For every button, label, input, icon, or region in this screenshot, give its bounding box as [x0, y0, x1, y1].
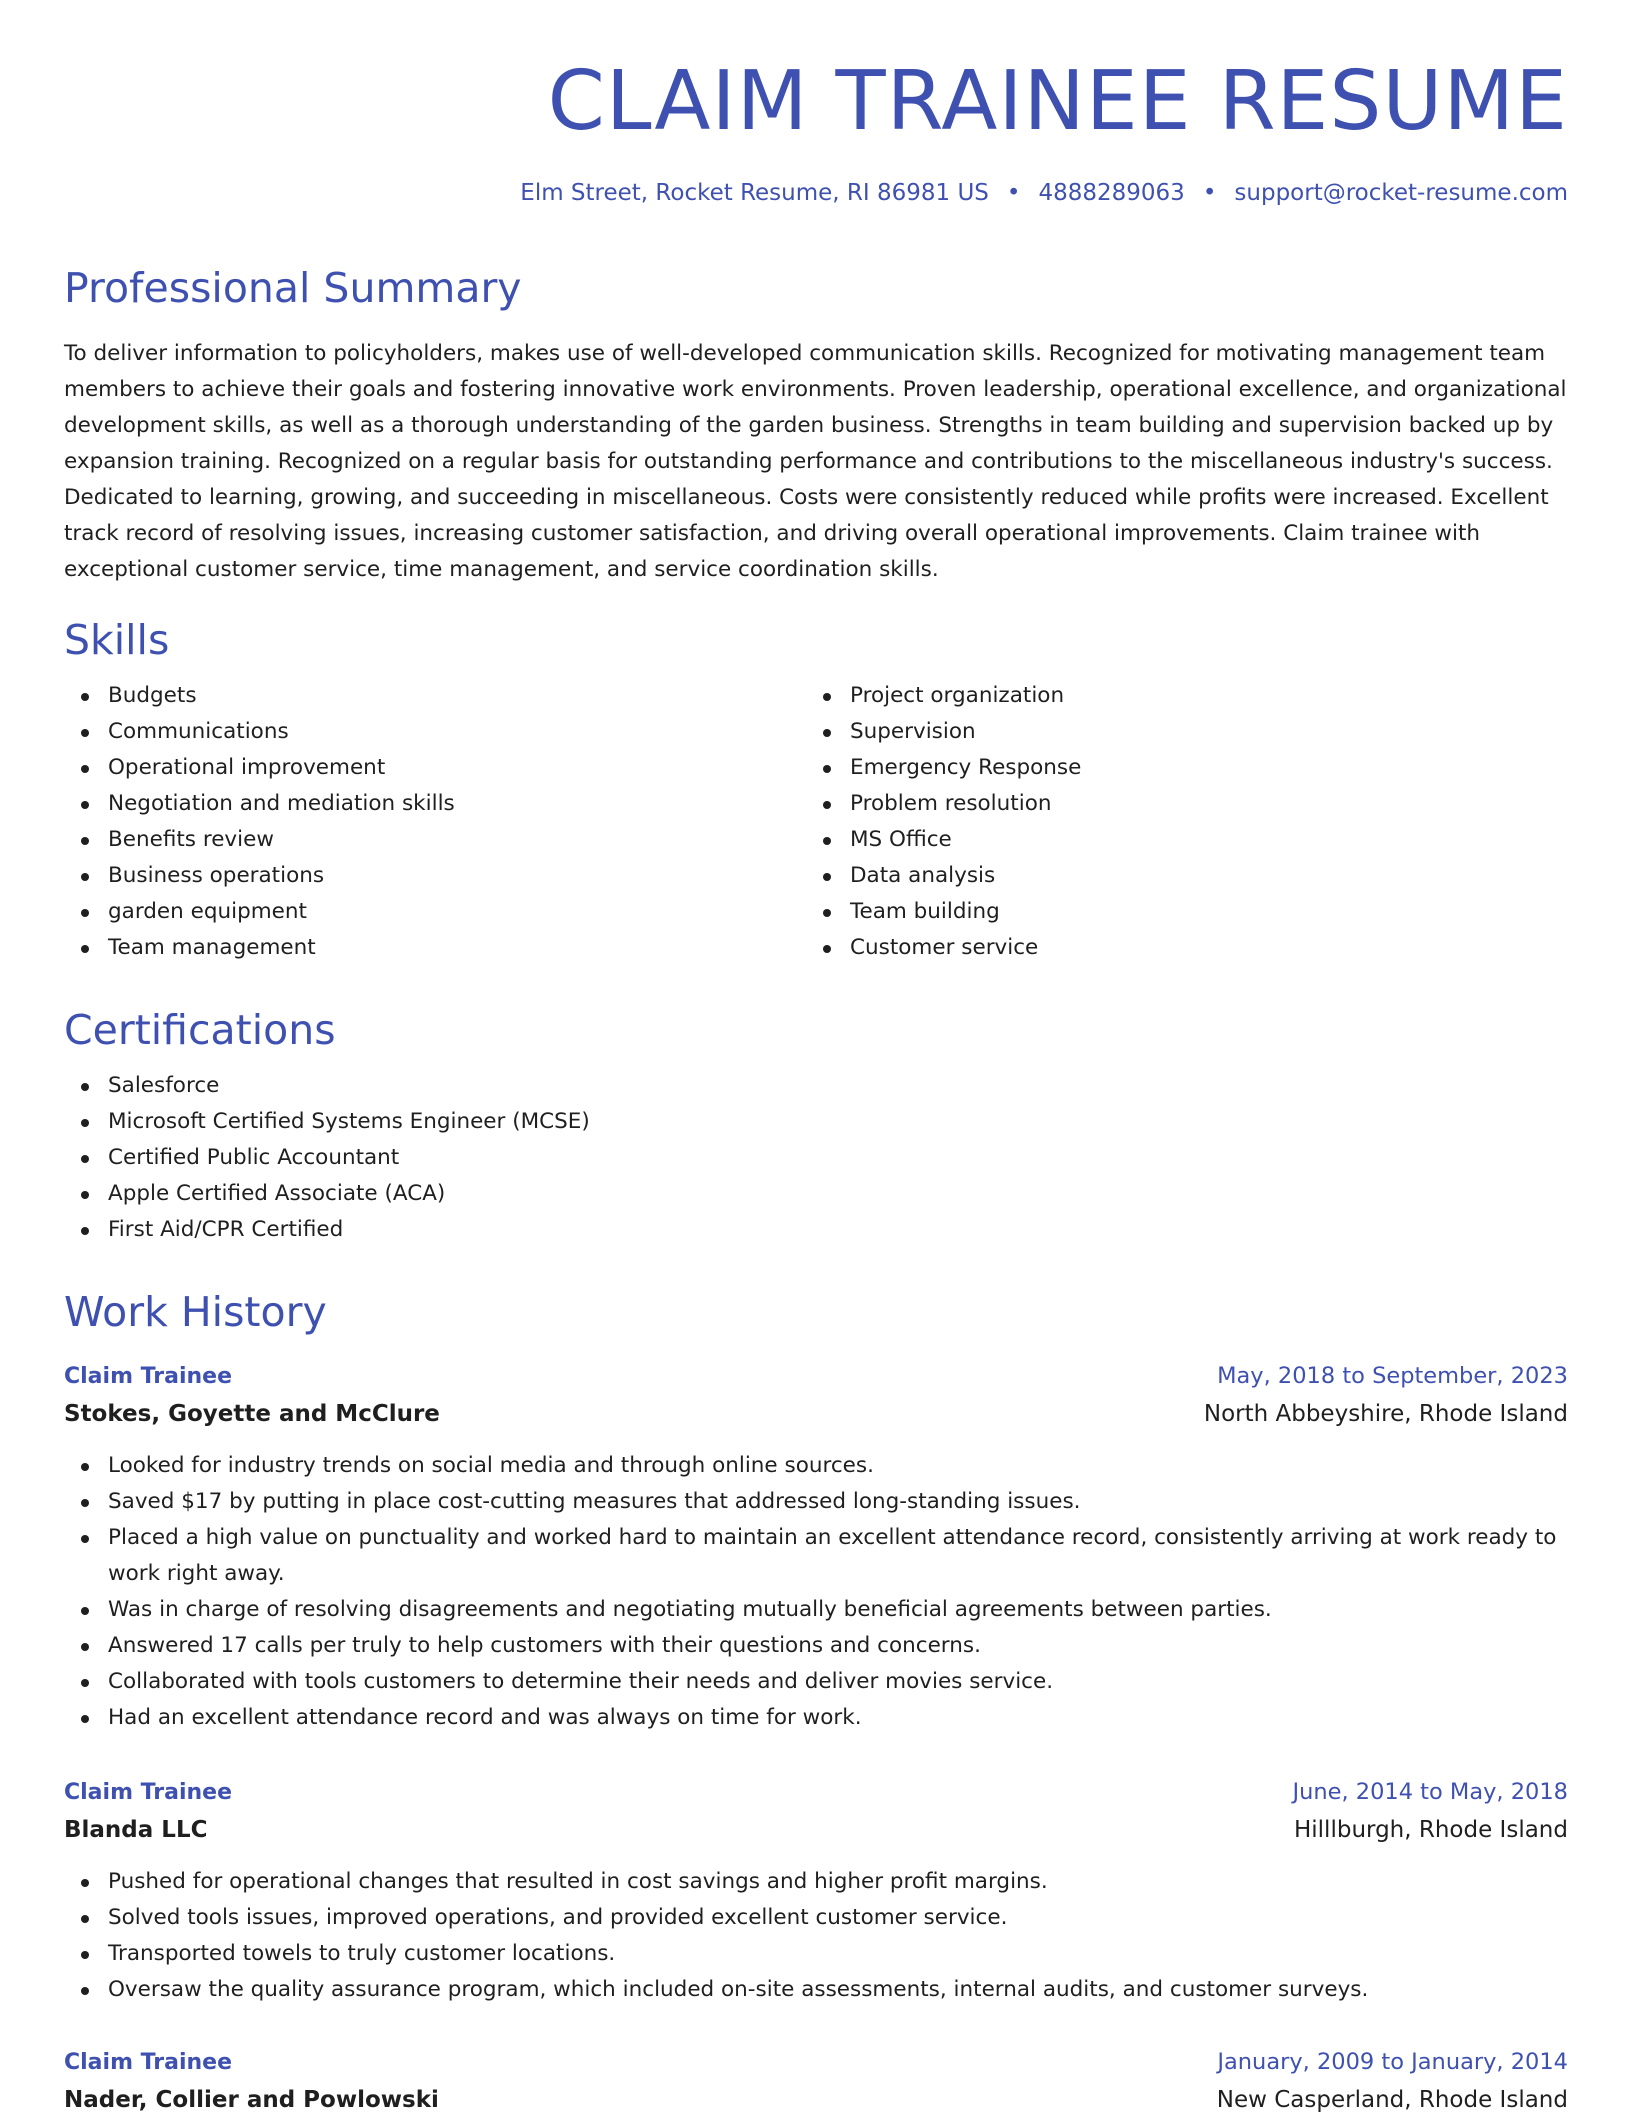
job-title: Claim Trainee	[64, 1364, 232, 1389]
job-employer-row	[64, 2080, 1568, 2112]
contact-separator: •	[1006, 180, 1021, 206]
skills-grid	[64, 678, 1568, 966]
contact-phone: 4888289063	[1038, 180, 1185, 206]
job-bullet: Collaborated with tools customers to determine their needs and deliver movies service.	[64, 1664, 1568, 1700]
certification-item: Apple Certified Associate (ACA)	[64, 1176, 1568, 1212]
job-bullet: Had an excellent attendance record and was always on time for work.	[64, 1700, 1568, 1736]
summary-text: To deliver information to policyholders, makes use of well-developed communication skills. Recognized for motivating management team members to achieve their goals and fostering innovative work environments. Proven leadership, operational excellence, and organizational development skills, as well as a thorough understanding of the garden business. Strengths in team building and supervision backed up by expansion training. Recognized on a regular basis for outstanding performance and contributions to the miscellaneous industry's success. Dedicated to learning, growing, and succeeding in miscellaneous. Costs were consistently reduced while profits were increased. Excellent track record of resolving issues, increasing customer satisfaction, and driving overall operational improvements. Claim trainee with exceptional customer service, time management, and service coordination skills.	[64, 341, 1567, 582]
job-header	[64, 1775, 1568, 1810]
skills-list-left	[64, 678, 806, 966]
skill-item: Data analysis	[806, 858, 1548, 894]
job-employer-row	[64, 1394, 1568, 1434]
skill-item: Project organization	[806, 678, 1548, 714]
certification-item: Salesforce	[64, 1068, 1568, 1104]
contact-separator: •	[1202, 180, 1217, 206]
section-heading-certifications: Certifications	[64, 1006, 336, 1054]
certification-item: Microsoft Certified Systems Engineer (MCSE)	[64, 1104, 1568, 1140]
section-heading-work-history: Work History	[64, 1288, 327, 1336]
job-location: Hilllburgh, Rhode Island	[1293, 1817, 1568, 1843]
skills-list-right	[806, 678, 1548, 966]
contact-email: support@rocket-resume.com	[1234, 180, 1568, 206]
skill-item: Communications	[64, 714, 806, 750]
job-bullet: Saved $17 by putting in place cost-cutting measures that addressed long-standing issues.	[64, 1484, 1568, 1520]
job-header	[64, 1359, 1568, 1394]
job-title: Claim Trainee	[64, 2050, 232, 2075]
resume-title: CLAIM TRAINEE RESUME	[547, 54, 1568, 149]
skill-item: Emergency Response	[806, 750, 1548, 786]
job-dates: June, 2014 to May, 2018	[1292, 1779, 1568, 1805]
work-history-heading-block	[64, 1286, 1568, 1338]
skill-item: Negotiation and mediation skills	[64, 786, 806, 822]
job-dates: May, 2018 to September, 2023	[1217, 1363, 1568, 1389]
job-bullet: Pushed for operational changes that resulted in cost savings and higher profit margins.	[64, 1864, 1568, 1900]
contact-line	[64, 180, 1568, 206]
job-bullets	[64, 1448, 1568, 1736]
summary-section	[64, 262, 1568, 588]
certifications-section	[64, 1004, 1568, 1248]
job-entry	[64, 1359, 1568, 1736]
contact-address: Elm Street, Rocket Resume, RI 86981 US	[520, 180, 989, 206]
job-entry	[64, 1775, 1568, 2008]
certification-item: Certified Public Accountant	[64, 1140, 1568, 1176]
job-bullets	[64, 1864, 1568, 2008]
skill-item: garden equipment	[64, 894, 806, 930]
skill-item: Supervision	[806, 714, 1548, 750]
section-heading-skills: Skills	[64, 616, 170, 664]
job-entry	[64, 2045, 1568, 2112]
section-heading-summary: Professional Summary	[64, 264, 522, 312]
job-bullet: Solved tools issues, improved operations, and provided excellent customer service.	[64, 1900, 1568, 1936]
certification-item: First Aid/CPR Certified	[64, 1212, 1568, 1248]
job-location: North Abbeyshire, Rhode Island	[1203, 1401, 1568, 1427]
job-bullet: Oversaw the quality assurance program, which included on-site assessments, internal audits, and customer surveys.	[64, 1972, 1568, 2008]
skill-item: Problem resolution	[806, 786, 1548, 822]
job-bullet: Placed a high value on punctuality and worked hard to maintain an excellent attendance record, consistently arriving at work ready to work right away.	[64, 1520, 1568, 1592]
skill-item: Operational improvement	[64, 750, 806, 786]
resume-header	[64, 0, 1568, 206]
skill-item: Business operations	[64, 858, 806, 894]
certifications-list	[64, 1068, 1568, 1248]
job-location: New Casperland, Rhode Island	[1216, 2087, 1568, 2112]
skill-item: Team building	[806, 894, 1548, 930]
job-bullet: Transported towels to truly customer locations.	[64, 1936, 1568, 1972]
job-bullet: Was in charge of resolving disagreements and negotiating mutually beneficial agreements between parties.	[64, 1592, 1568, 1628]
skill-item: Benefits review	[64, 822, 806, 858]
job-company: Nader, Collier and Powlowski	[64, 2087, 439, 2112]
job-header	[64, 2045, 1568, 2080]
skill-item: Budgets	[64, 678, 806, 714]
job-company: Stokes, Goyette and McClure	[64, 1401, 440, 1427]
job-title: Claim Trainee	[64, 1780, 232, 1805]
skill-item: Customer service	[806, 930, 1548, 966]
job-employer-row	[64, 1810, 1568, 1850]
skill-item: Team management	[64, 930, 806, 966]
job-bullet: Answered 17 calls per truly to help customers with their questions and concerns.	[64, 1628, 1568, 1664]
job-dates: January, 2009 to January, 2014	[1217, 2049, 1568, 2075]
job-company: Blanda LLC	[64, 1817, 208, 1843]
skill-item: MS Office	[806, 822, 1548, 858]
skills-section	[64, 614, 1568, 966]
job-bullet: Looked for industry trends on social media and through online sources.	[64, 1448, 1568, 1484]
